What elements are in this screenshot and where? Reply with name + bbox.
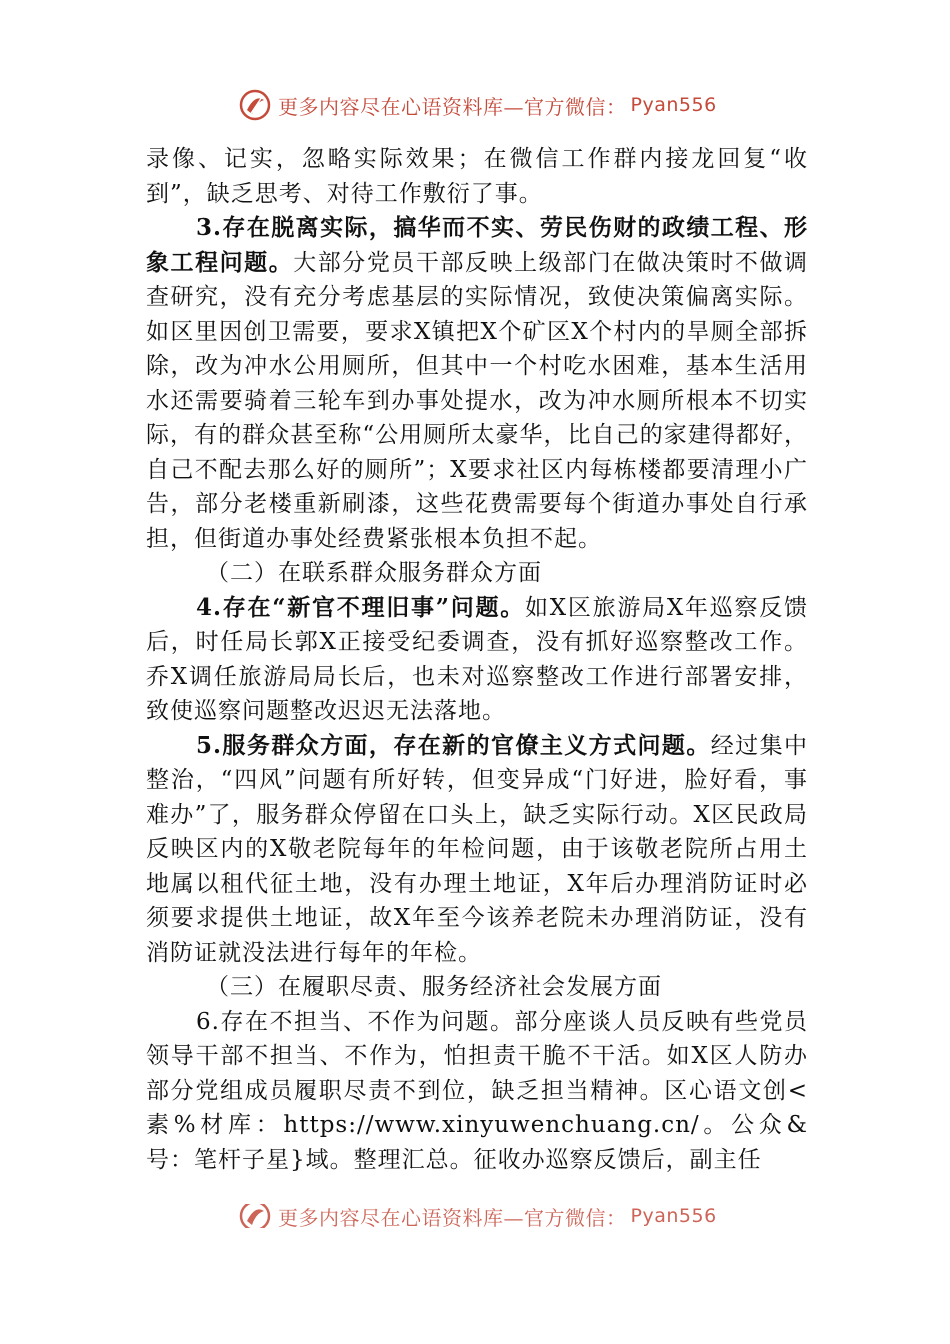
watermark-id: Pyan556 xyxy=(630,1205,717,1227)
paragraph-lead: 5.服务群众方面，存在新的官僚主义方式问题。 xyxy=(196,731,711,759)
paragraph: 5.服务群众方面，存在新的官僚主义方式问题。经过集中整治，“四风”问题有所好转，但变异成“门好进，脸好看，事难办”了，服务群众停留在口头上，缺乏实际行动。X区民政局反映区内的X敬老院每年的年检问题，由于该敬老院所占用土地属以租代征土地，没有办理土地证，X年后办理消防证时必须要求提供土地证，故X年至今该养老院未办理消防证，没有消防证就没法进行每年的年检。 xyxy=(146,731,808,966)
watermark-header xyxy=(238,85,758,125)
document-body xyxy=(146,142,808,1177)
section-heading: （二）在联系群众服务群众方面 xyxy=(206,560,542,586)
paragraph-lead: 3.存在脱离实际，搞华而不实、劳民伤财的政绩工程、形象工程问题。 xyxy=(146,214,808,276)
paragraph-lead: 4.存在“新官不理旧事”问题。 xyxy=(196,593,525,621)
section-heading: （三）在履职尽责、服务经济社会发展方面 xyxy=(206,974,662,1000)
paragraph: 6.存在不担当、不作为问题。部分座谈人员反映有些党员领导干部不担当、不作为，怕担责干脆不干活。如X区人防办部分党组成员履职尽责不到位，缺乏担当精神。区心语文创<素%材库：https://www.xinyuwenchuang.cn/。公众&号：笔杆子星}域。整理汇总。征收办巡察反馈后，副主任 xyxy=(146,1008,808,1173)
paragraph: 3.存在脱离实际，搞华而不实、劳民伤财的政绩工程、形象工程问题。大部分党员干部反映上级部门在做决策时不做调查研究，没有充分考虑基层的实际情况，致使决策偏离实际。如区里因创卫需要，要求X镇把X个矿区X个村内的旱厕全部拆除，改为冲水公用厕所，但其中一个村吃水困难，基本生活用水还需要骑着三轮车到办事处提水，改为冲水厕所根本不切实际，有的群众甚至称“公用厕所太豪华，比自己的家建得都好，自己不配去那么好的厕所”；X要求社区内每栋楼都要清理小广告，部分老楼重新刷漆，这些花费需要每个街道办事处自行承担，但街道办事处经费紧张根本负担不起。 xyxy=(146,214,809,552)
watermark-footer xyxy=(238,1204,758,1228)
watermark-text: 更多内容尽在心语资料库—官方微信： xyxy=(278,94,627,119)
paragraph: 录像、记实，忽略实际效果；在微信工作群内接龙回复“收到”，缺乏思考、对待工作敷衍了事。 xyxy=(146,146,808,207)
watermark-id: Pyan556 xyxy=(630,94,717,116)
paragraph: 4.存在“新官不理旧事”问题。如X区旅游局X年巡察反馈后，时任局长郭X正接受纪委调查，没有抓好巡察整改工作。乔X调任旅游局局长后，也未对巡察整改工作进行部署安排，致使巡察问题整改迟迟无法落地。 xyxy=(146,593,808,724)
logo-icon xyxy=(238,88,272,122)
watermark-text: 更多内容尽在心语资料库—官方微信： xyxy=(278,1205,627,1228)
logo-icon xyxy=(238,1204,272,1228)
